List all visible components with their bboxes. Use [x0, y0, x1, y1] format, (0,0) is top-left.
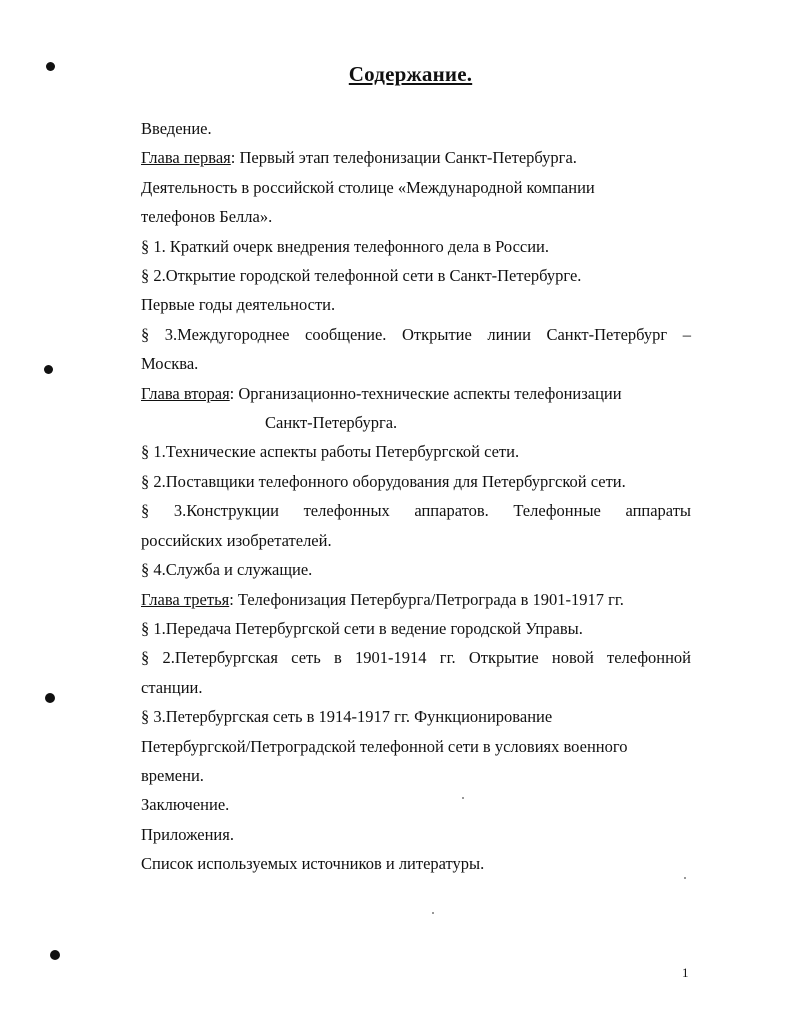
page-number: 1	[682, 965, 689, 980]
toc-entry-text: Санкт-Петербурга.	[265, 413, 398, 433]
toc-entry	[141, 820, 691, 849]
toc-entry	[141, 349, 691, 378]
toc-entry-text: телефонов Белла».	[141, 207, 273, 227]
toc-entry	[141, 614, 691, 643]
toc-entry	[141, 643, 691, 672]
chapter-heading: Глава третья	[141, 589, 230, 609]
toc-entry	[141, 702, 691, 731]
chapter-heading: Глава первая	[141, 148, 231, 168]
toc-entry	[141, 408, 691, 437]
toc-entry	[141, 555, 691, 584]
toc-entry	[141, 790, 691, 819]
punch-hole-mark	[45, 693, 55, 703]
punch-hole-mark	[50, 950, 60, 960]
toc-entry-text: Введение.	[141, 119, 212, 138]
toc-entry-text: § 2.Поставщики телефонного оборудования для Петербургской сети.	[141, 471, 626, 491]
toc-entry	[141, 114, 691, 143]
toc-entry-text: § 1.Передача Петербургской сети в ведение городской Управы.	[141, 618, 583, 638]
toc-entry	[141, 849, 691, 878]
toc-entry	[141, 261, 691, 290]
toc-entry-text: Деятельность в российской столице «Международной компании	[141, 177, 595, 197]
toc-entry-text: § 2.Открытие городской телефонной сети в Санкт-Петербурге.	[141, 266, 582, 286]
toc-entry	[141, 173, 691, 202]
toc-entry	[141, 673, 691, 702]
chapter-heading: Глава вторая	[141, 383, 230, 403]
toc-entry-text: § 2.Петербургская сеть в 1901-1914 гг. Открытие новой телефонной	[141, 648, 691, 668]
toc-entry	[141, 496, 691, 525]
toc-entry-text: § 4.Служба и служащие.	[141, 560, 313, 580]
toc-entry-text: § 3.Междугороднее сообщение. Открытие линии Санкт-Петербург –	[141, 324, 691, 344]
toc-entry-text: Список используемых источников и литературы.	[141, 854, 485, 874]
toc-entry-text: Первые годы деятельности.	[141, 295, 336, 315]
toc-entry-text: станции.	[141, 677, 203, 697]
toc-entry	[141, 202, 691, 231]
toc-entry-text: : Организационно-технические аспекты телефонизации	[229, 383, 622, 403]
toc-entry	[141, 761, 691, 790]
toc-entry-text: § 3.Конструкции телефонных аппаратов. Телефонные аппараты	[141, 501, 691, 521]
toc-entry-text: § 3.Петербургская сеть в 1914-1917 гг. Функционирование	[141, 707, 553, 727]
page-title: Содержание.	[348, 62, 473, 86]
toc-entry-text: § 1. Краткий очерк внедрения телефонного дела в России.	[141, 236, 549, 256]
toc-entry	[141, 467, 691, 496]
toc-entry-text: : Первый этап телефонизации Санкт-Петербурга.	[230, 148, 577, 168]
punch-hole-mark	[44, 365, 53, 374]
toc-entry-text: Заключение.	[141, 795, 230, 815]
toc-entry	[141, 732, 691, 761]
toc-entry-text: российских изобретателей.	[141, 530, 332, 550]
toc-entry	[141, 526, 691, 555]
toc-entry-text: времени.	[141, 765, 204, 785]
toc-entry	[141, 585, 691, 614]
toc-entry	[141, 232, 691, 261]
toc-entry-text: Приложения.	[141, 824, 234, 844]
scan-speck	[432, 912, 434, 914]
toc-entry	[141, 437, 691, 466]
toc-entry-text: § 1.Технические аспекты работы Петербургской сети.	[141, 442, 520, 462]
toc-entry	[141, 379, 691, 408]
table-of-contents	[141, 114, 691, 879]
toc-entry	[141, 290, 691, 319]
toc-entry-text: Петербургской/Петроградской телефонной сети в условиях военного	[141, 736, 628, 756]
toc-entry-text: : Телефонизация Петербурга/Петрограда в 1901-1917 гг.	[229, 589, 624, 609]
toc-entry	[141, 143, 691, 172]
toc-entry-text: Москва.	[141, 354, 199, 374]
toc-entry	[141, 320, 691, 349]
